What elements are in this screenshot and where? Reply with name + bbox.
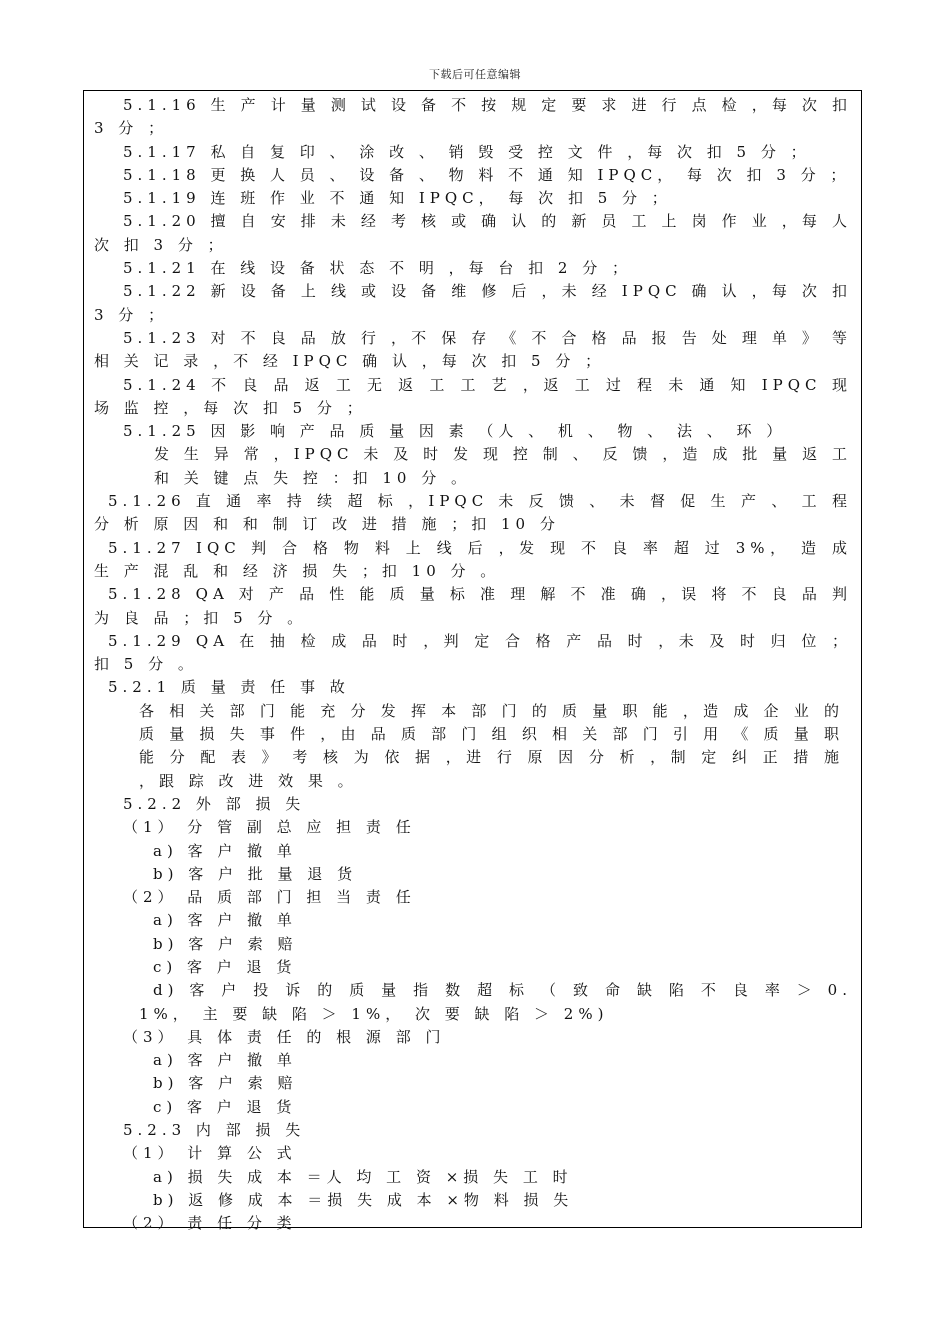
clause-5-1-24: 5.1.24 不 良 品 返 工 无 返 工 工 艺 ，返 工 过 程 未 通 知 IPQC 现 场 监 控 ，每 次 扣 5 分 ； xyxy=(94,375,852,417)
external-loss-item-2a: a) 客 户 撤 单 xyxy=(153,911,297,930)
clause-5-1-25-detail: 发 生 异 常 ，IPQC 未 及 时 发 现 控 制 、 反 馈 ，造 成 批 量 返 工 和 关 键 点 失 控 ：扣 10 分 。 xyxy=(154,445,852,487)
external-loss-item-1a: a) 客 户 撤 单 xyxy=(153,841,297,860)
external-loss-item-3a: a) 客 户 撤 单 xyxy=(153,1051,297,1070)
external-loss-item-3c: c) 客 户 退 货 xyxy=(153,1097,297,1116)
external-loss-item-1b: b) 客 户 批 量 退 货 xyxy=(153,864,358,883)
clause-5-1-22: 5.1.22 新 设 备 上 线 或 设 备 维 修 后 ，未 经 IPQC 确 认 ，每 次 扣 3 分 ； xyxy=(94,282,852,324)
external-loss-item-2b: b) 客 户 索 赔 xyxy=(153,934,298,953)
section-5-2-2-heading: 5.2.2 外 部 损 失 xyxy=(123,794,306,813)
page-header: 下载后可任意编辑 xyxy=(429,68,521,81)
section-5-2-3-heading: 5.2.3 内 部 损 失 xyxy=(123,1121,306,1140)
external-loss-item-3: （3） 具 体 责 任 的 根 源 部 门 xyxy=(123,1027,446,1046)
document-body xyxy=(94,94,852,1236)
clause-5-1-27: 5.1.27 IQC 判 合 格 物 料 上 线 后 ，发 现 不 良 率 超 过 3%， 造 成 生 产 混 乱 和 经 济 损 失 ；扣 10 分 。 xyxy=(94,538,852,580)
clause-5-1-25: 5.1.25 因 影 响 产 品 质 量 因 素 （人 、 机 、 物 、 法 、 环 ） xyxy=(123,422,787,441)
section-5-2-1-heading: 5.2.1 质 量 责 任 事 故 xyxy=(108,678,350,697)
internal-loss-item-1a: a) 损 失 成 本 ＝人 均 工 资 ×损 失 工 时 xyxy=(153,1167,573,1186)
clause-5-1-28: 5.1.28 QA 对 产 品 性 能 质 量 标 准 理 解 不 准 确 ，误 将 不 良 品 判 为 良 品 ；扣 5 分 。 xyxy=(94,585,852,627)
external-loss-item-1: （1） 分 管 副 总 应 担 责 任 xyxy=(123,818,416,837)
content-frame xyxy=(83,90,862,1233)
clause-5-1-17: 5.1.17 私 自 复 印 、 涂 改 、 销 毁 受 控 文 件 ，每 次 扣 5 分 ； xyxy=(123,142,811,161)
clause-5-1-18: 5.1.18 更 换 人 员 、 设 备 、 物 料 不 通 知 IPQC， 每 次 扣 3 分 ； xyxy=(123,165,851,184)
clause-5-1-20: 5.1.20 擅 自 安 排 未 经 考 核 或 确 认 的 新 员 工 上 岗 作 业 ，每 人 次 扣 3 分 ； xyxy=(94,212,852,254)
clause-5-1-19: 5.1.19 连 班 作 业 不 通 知 IPQC， 每 次 扣 5 分 ； xyxy=(123,189,672,208)
external-loss-item-2c: c) 客 户 退 货 xyxy=(153,957,297,976)
internal-loss-item-1: （1） 计 算 公 式 xyxy=(123,1144,297,1163)
section-5-2-1-body: 各 相 关 部 门 能 充 分 发 挥 本 部 门 的 质 量 职 能 ，造 成 企 业 的 质 量 损 失 事 件 ，由 品 质 部 门 组 织 相 关 部 门 引 用 《 质 量 职 能 分 配 表 》 考 核 为 依 据 ，进 行 原 因 分 析 ，制 定 纠 正 措 施 ，跟 踪 改 进 效 果 。 xyxy=(139,701,844,790)
clause-5-1-21: 5.1.21 在 线 设 备 状 态 不 明 ，每 台 扣 2 分 ； xyxy=(123,259,633,278)
external-loss-item-2d: d) 客 户 投 诉 的 质 量 指 数 超 标 （ 致 命 缺 陷 不 良 率 ＞ 0.1%， 主 要 缺 陷 ＞ 1%， 次 要 缺 陷 ＞ 2%) xyxy=(139,981,852,1023)
external-loss-item-2: （2） 品 质 部 门 担 当 责 任 xyxy=(123,888,416,907)
external-loss-item-3b: b) 客 户 索 赔 xyxy=(153,1074,298,1093)
internal-loss-item-1b: b) 返 修 成 本 ＝损 失 成 本 ×物 料 损 失 xyxy=(153,1190,574,1209)
clause-5-1-23: 5.1.23 对 不 良 品 放 行 ，不 保 存 《 不 合 格 品 报 告 处 理 单 》 等 相 关 记 录 ，不 经 IPQC 确 认 ，每 次 扣 5 分 ； xyxy=(94,328,852,371)
clause-5-1-26: 5.1.26 直 通 率 持 续 超 标 ，IPQC 未 反 馈 、 未 督 促 生 产 、 工 程 分 析 原 因 和 和 制 订 改 进 措 施 ；扣 10 分 xyxy=(94,492,852,534)
internal-loss-item-2: （2） 责 任 分 类 xyxy=(123,1214,297,1233)
clause-5-1-29: 5.1.29 QA 在 抽 检 成 品 时 ，判 定 合 格 产 品 时 ，未 及 时 归 位 ；扣 5 分 。 xyxy=(94,631,852,674)
clause-5-1-16: 5.1.16 生 产 计 量 测 试 设 备 不 按 规 定 要 求 进 行 点 检 ，每 次 扣 3 分 ； xyxy=(94,96,852,138)
